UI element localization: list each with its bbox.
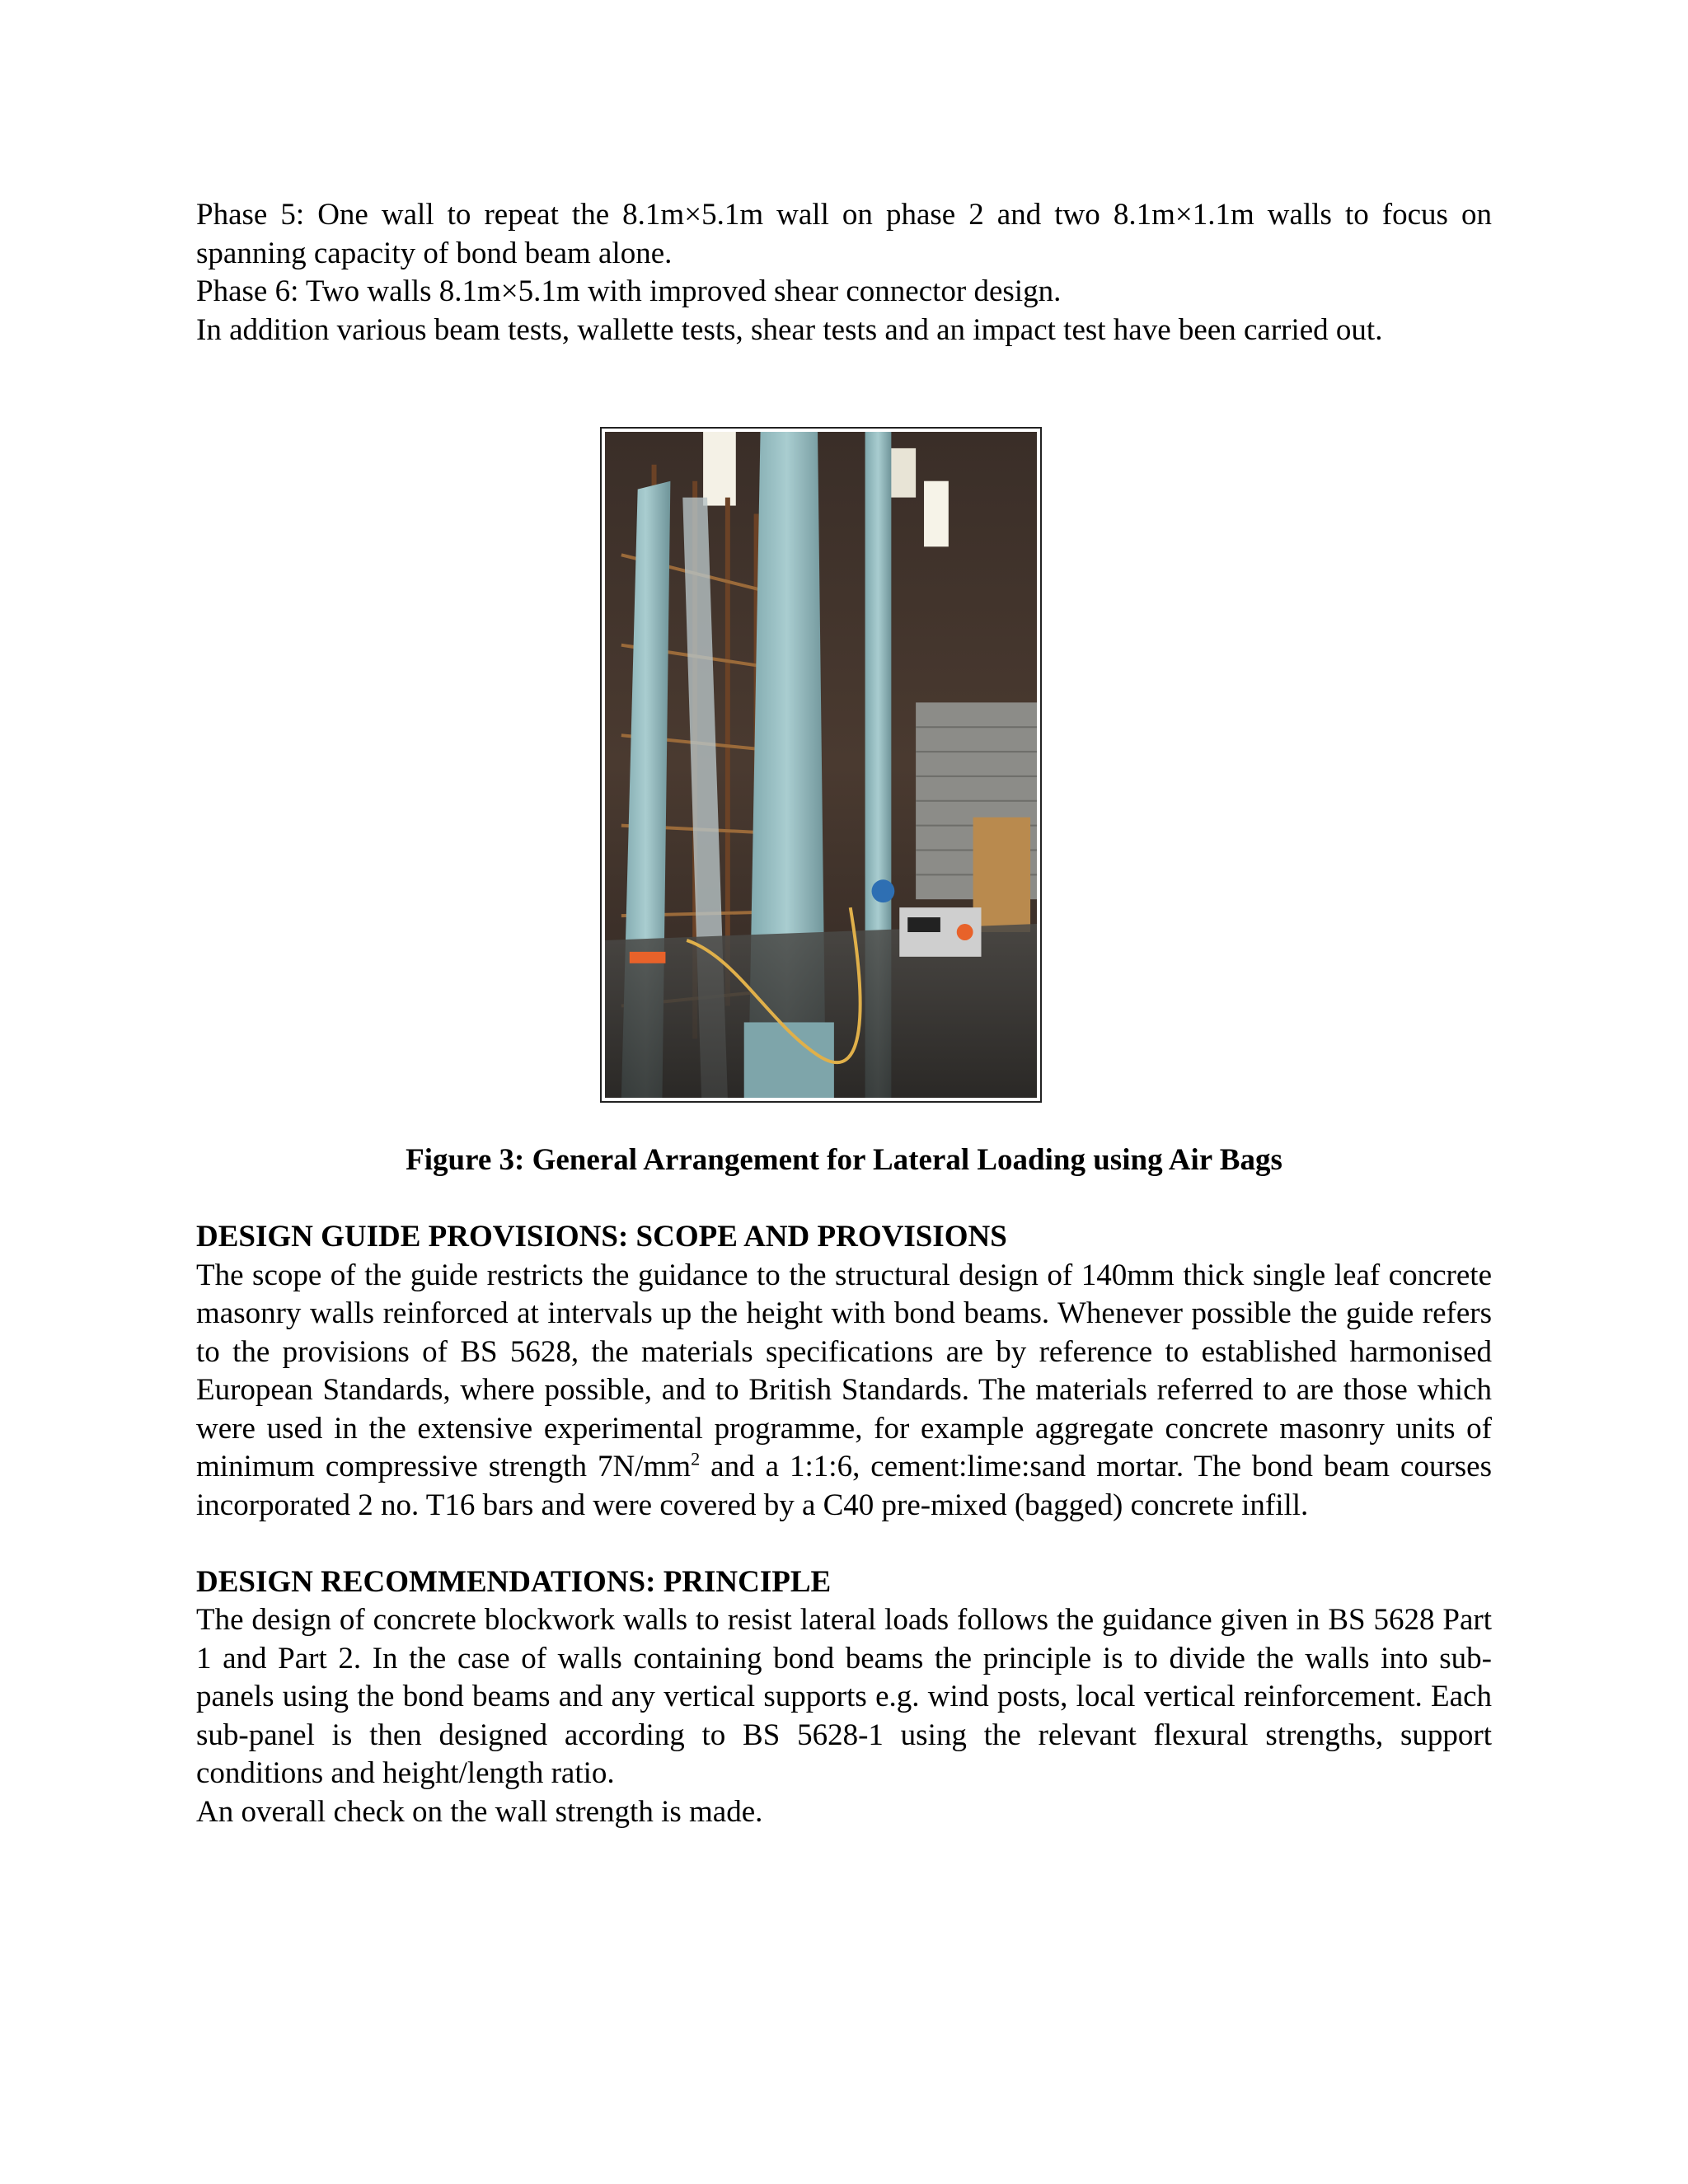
- intro-paragraph-additional-tests: In addition various beam tests, wallette tests, shear tests and an impact test have been carried out.: [196, 312, 1383, 347]
- paragraph-gap: [196, 1525, 1492, 1563]
- section-paragraph-scope: [196, 1257, 1492, 1526]
- section-heading-principle: DESIGN RECOMMENDATIONS: PRINCIPLE: [196, 1564, 832, 1599]
- superscript-squared: 2: [691, 1448, 701, 1469]
- scope-text-part-a: The scope of the guide restricts the guidance to the structural design of 140mm thick single leaf concrete masonry walls reinforced at intervals up the height with bond beams. Whenever possible the guide refers to the provisions of BS 5628, the materials specifications are by reference to established harmonised European Standards, where possible, and to British Standards. The materials referred to are those which were used in the extensive experimental programme, for example aggregate concrete masonry units of minimum compressive strength 7N/mm: [196, 1258, 1492, 1483]
- intro-paragraph-phase6: Phase 6: Two walls 8.1m×5.1m with improved shear connector design.: [196, 274, 1062, 308]
- scope-text-part-b: and a 1:1:6, cement:lime:sand mortar. The bond beam courses incorporated 2 no. T16 bars and were covered by a C40 pre-mixed (bagged) concrete infill.: [196, 1450, 1493, 1522]
- intro-block: [196, 196, 1492, 349]
- figure-caption: Figure 3: General Arrangement for Lateral Loading using Air Bags: [406, 1143, 1282, 1177]
- section-heading-scope: DESIGN GUIDE PROVISIONS: SCOPE AND PROVISIONS: [196, 1220, 1007, 1254]
- lab-test-rig-photo: [605, 432, 1037, 1098]
- section-paragraph-principle: The design of concrete blockwork walls to resist lateral loads follows the guidance given in BS 5628 Part 1 and Part 2. In the case of walls containing bond beams the principle is to divide the walls into sub-panels using the bond beams and any vertical supports e.g. wind posts, local vertical reinforcement. Each sub-panel is then designed according to BS 5628-1 using the relevant flexural strengths, support conditions and height/length ratio.: [196, 1603, 1492, 1790]
- intro-paragraph-phase5: Phase 5: One wall to repeat the 8.1m×5.1m wall on phase 2 and two 8.1m×1.1m walls to focus on spanning capacity of bond beam alone.: [196, 198, 1492, 270]
- body-sections: [196, 1218, 1492, 1831]
- figure-photo: [600, 427, 1042, 1103]
- section-paragraph-overall-check: An overall check on the wall strength is made.: [196, 1794, 763, 1829]
